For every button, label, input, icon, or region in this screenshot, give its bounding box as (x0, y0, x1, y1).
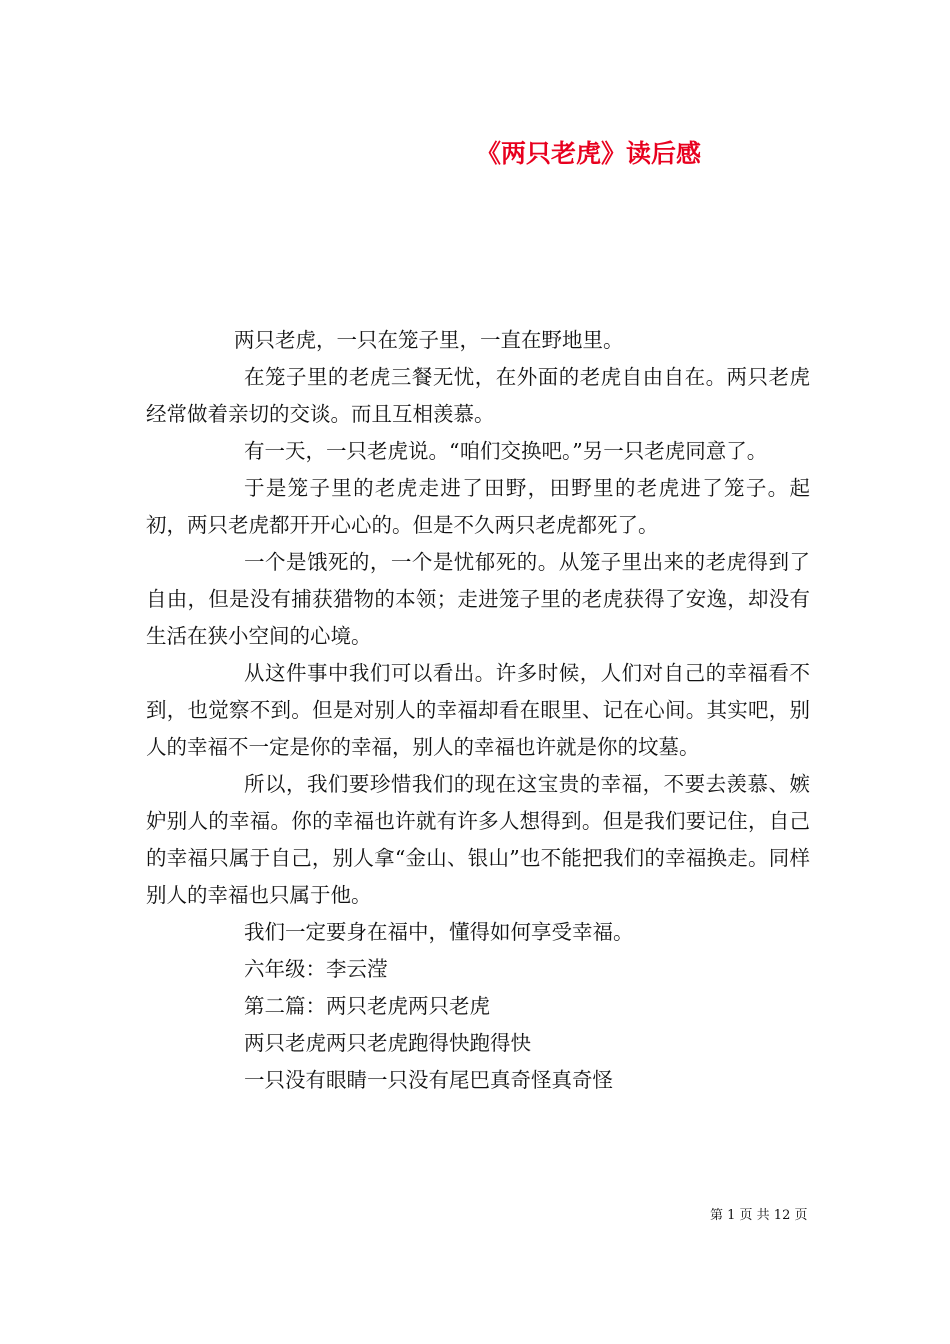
lyric-line: 一只没有眼睛一只没有尾巴真奇怪真奇怪 (244, 1068, 613, 1092)
page-indicator: 第 1 页 共 12 页 (710, 1208, 808, 1223)
paragraph: 在笼子里的老虎三餐无忧，在外面的老虎自由自在。两只老虎经常做着亲切的交谈。而且互相羡慕。 (146, 365, 810, 426)
paragraph: 于是笼子里的老虎走进了田野，田野里的老虎进了笼子。起初，两只老虎都开开心心的。但是不久两只老虎都死了。 (146, 476, 810, 537)
paragraph: 从这件事中我们可以看出。许多时候，人们对自己的幸福看不到，也觉察不到。但是对别人的幸福却看在眼里、记在心间。其实吧，别人的幸福不一定是你的幸福，别人的幸福也许就是你的坟墓。 (146, 661, 810, 759)
paragraph: 两只老虎，一只在笼子里，一直在野地里。 (234, 328, 624, 352)
document-title: 《两只老虎》读后感 (476, 139, 702, 168)
paragraph: 我们一定要身在福中，懂得如何享受幸福。 (244, 920, 634, 944)
lyric-line: 两只老虎两只老虎跑得快跑得快 (244, 1031, 531, 1055)
paragraph: 所以，我们要珍惜我们的现在这宝贵的幸福，不要去羡慕、嫉妒别人的幸福。你的幸福也许就有许多人想得到。但是我们要记住，自己的幸福只属于自己，别人拿“金山、银山”也不能把我们的幸福换走。同样别人的幸福也只属于他。 (146, 772, 810, 907)
document-body (146, 322, 810, 1099)
section-heading: 第二篇：两只老虎两只老虎 (244, 994, 490, 1018)
paragraph: 一个是饿死的，一个是忧郁死的。从笼子里出来的老虎得到了自由，但是没有捕获猎物的本领；走进笼子里的老虎获得了安逸，却没有生活在狭小空间的心境。 (146, 550, 810, 648)
author-line: 六年级：李云滢 (244, 957, 388, 981)
paragraph: 有一天，一只老虎说。“咱们交换吧。”另一只老虎同意了。 (244, 439, 768, 463)
